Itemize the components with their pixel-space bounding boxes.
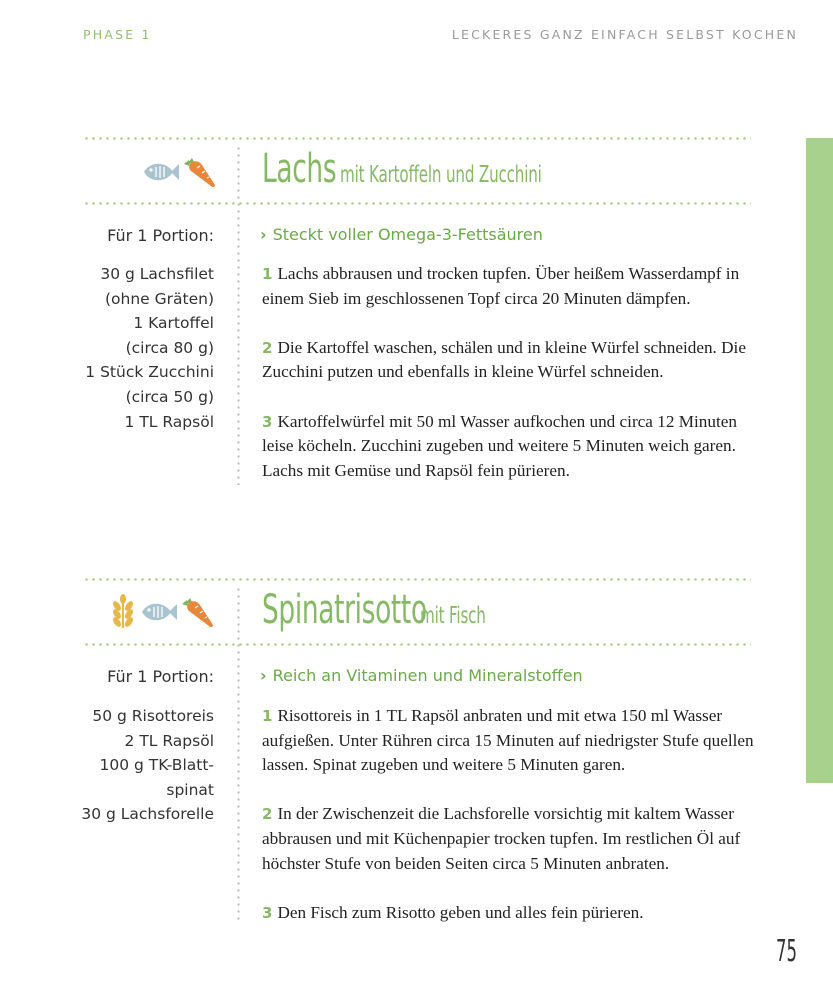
ingredient-line: 2 TL Rapsöl (124, 731, 214, 750)
step-text: Die Kartoffel waschen, schälen und in kleine Würfel schneiden. Die Zucchini putzen und ebenfalls in kleine Würfel schneiden. (262, 337, 746, 382)
ingredient-line: spinat (166, 780, 214, 799)
dotted-column-divider (237, 586, 240, 921)
instruction-step (262, 262, 757, 311)
step-text: Lachs abbrausen und trocken tupfen. Über heißem Wasserdampf in einem Sieb im geschlossenen Topf circa 20 Minuten dämpfen. (262, 264, 740, 308)
instruction-step (262, 336, 757, 385)
dotted-divider-top (83, 578, 751, 581)
fish-icon (140, 599, 178, 625)
tagline-marker: › (260, 666, 267, 685)
step-text: In der Zwischenzeit die Lachsforelle vorsichtig mit kaltem Wasser abbrausen und mit Küchenpapier trocken tupfen. Im restlichen Öl auf höchster Stufe von beiden Seiten circa 5 Minuten anbraten. (262, 804, 741, 873)
running-header-left: PHASE 1 (83, 27, 152, 42)
instruction-step (262, 901, 757, 926)
title-main: Spinatrisotto (262, 587, 427, 633)
tagline-marker: › (260, 225, 267, 244)
ingredient-line: (circa 80 g) (125, 338, 214, 357)
dotted-divider-bottom (83, 202, 751, 205)
recipe-icons (142, 154, 218, 190)
ingredient-line: 30 g Lachsforelle (81, 805, 214, 824)
tagline-text: Steckt voller Omega-3-Fettsäuren (272, 225, 543, 244)
instruction-steps (262, 704, 757, 950)
chapter-side-tab (806, 138, 833, 783)
fish-icon (142, 159, 180, 185)
ingredient-list (85, 262, 214, 434)
ingredient-line: (circa 50 g) (125, 387, 214, 406)
grain-icon (108, 594, 138, 630)
dotted-divider-bottom (83, 643, 751, 646)
instruction-steps (262, 262, 757, 508)
title-rest: mit Fisch (419, 603, 486, 629)
portion-label: Für 1 Portion: (107, 667, 214, 686)
portion-label: Für 1 Portion: (107, 226, 214, 245)
carrot-icon (182, 154, 218, 190)
carrot-icon (180, 594, 216, 630)
ingredient-line: 1 Kartoffel (133, 314, 214, 333)
page-number: 75 (776, 934, 798, 969)
recipe-title (262, 587, 519, 633)
instruction-step (262, 802, 757, 876)
dotted-column-divider (237, 145, 240, 485)
ingredient-line: 50 g Risottoreis (92, 707, 214, 725)
step-text: Risottoreis in 1 TL Rapsöl anbraten und mit etwa 150 ml Wasser aufgießen. Unter Rühren circa 15 Minuten auf niedrigster Stufe quellen lassen. Spinat zugeben und weitere 5 Minuten garen. (262, 706, 754, 775)
step-number: 3 (262, 903, 273, 922)
tagline-text: Reich an Vitaminen und Mineralstoffen (272, 666, 583, 685)
recipe-tagline (260, 225, 543, 244)
dotted-divider-top (83, 137, 751, 140)
ingredient-line: (ohne Gräten) (104, 289, 214, 308)
title-main: Lachs (262, 146, 337, 192)
ingredient-list (81, 704, 214, 827)
step-number: 1 (262, 707, 273, 725)
step-number: 2 (262, 338, 273, 357)
ingredient-line: 1 TL Rapsöl (124, 412, 214, 431)
step-text: Kartoffelwürfel mit 50 ml Wasser aufkochen und circa 12 Minuten leise köcheln. Zucchini zugeben und weitere 5 Minuten weich garen. Lachs mit Gemüse und Rapsöl fein pürieren. (262, 411, 737, 480)
step-number: 1 (262, 265, 273, 283)
instruction-step (262, 704, 757, 778)
step-number: 2 (262, 805, 273, 824)
step-text: Den Fisch zum Risotto geben und alles fein pürieren. (277, 902, 644, 922)
step-number: 3 (262, 412, 273, 431)
ingredient-line: 1 Stück Zucchini (85, 363, 214, 382)
ingredient-line: 100 g TK-Blatt- (99, 756, 214, 775)
running-header-right: LECKERES GANZ EINFACH SELBST KOCHEN (451, 27, 798, 42)
ingredient-line: 30 g Lachsfilet (100, 265, 214, 283)
recipe-tagline (260, 666, 583, 685)
recipe-icons (108, 594, 216, 630)
recipe-title (262, 146, 646, 192)
title-rest: mit Kartoffeln und Zucchini (340, 162, 543, 188)
instruction-step (262, 410, 757, 484)
